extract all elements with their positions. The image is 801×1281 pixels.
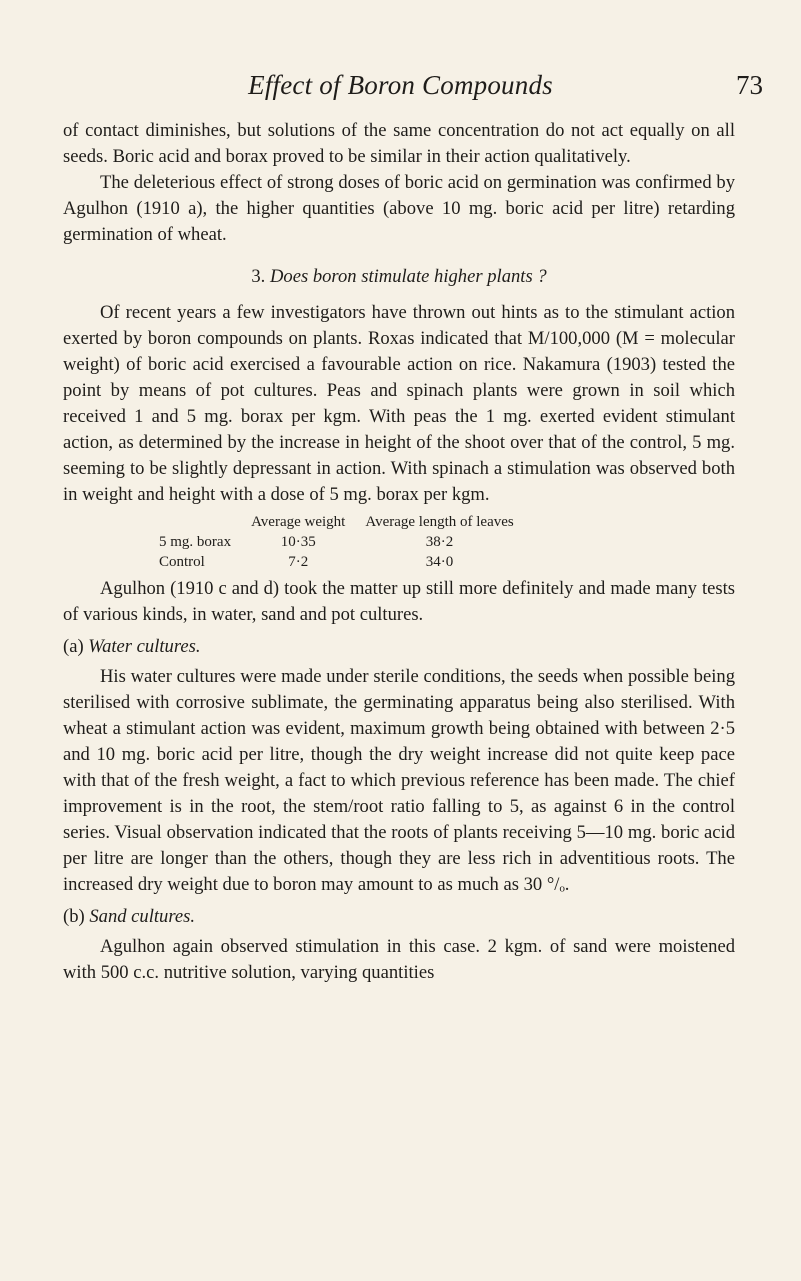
- paragraph: The deleterious effect of strong doses of boric acid on germination was confirmed by Agulhon (1910 a), the higher quantities (above 10 mg. boric acid per litre) retarding germination of wheat.: [63, 172, 735, 245]
- table-row: [159, 552, 534, 572]
- subsection-title: Sand cultures.: [89, 906, 196, 927]
- section-number: 3.: [251, 266, 266, 287]
- paragraph: Agulhon (1910 c and d) took the matter up still more definitely and made many tests of various kinds, in water, sand and pot cultures.: [63, 578, 735, 625]
- table-cell: 38·2: [425, 534, 454, 550]
- subsection-label: (a): [63, 636, 84, 657]
- table-header-row: [159, 512, 534, 532]
- paragraph: Of recent years a few investigators have thrown out hints as to the stimulant action exerted by boron compounds on plants. Roxas indicated that M/100,000 (M = molecular weight) of boric acid exercised a favourable action on rice. Nakamura (1903) tested the point by means of pot cultures. Peas and spinach plants were grown in soil which received 1 and 5 mg. borax per kgm. With peas the 1 mg. exerted evident stimulant action, as determined by the increase in height of the shoot over that of the control, 5 mg. seeming to be slightly depressant in action. With spinach a stimulation was observed both in weight and height with a dose of 5 mg. borax per kgm.: [63, 302, 735, 505]
- subsection-label: (b): [63, 906, 85, 927]
- results-table: [159, 512, 534, 572]
- page-number: 73: [736, 70, 763, 100]
- table-cell: 7·2: [288, 554, 309, 570]
- running-title: Effect of Boron Compounds: [248, 70, 553, 100]
- table-row: [159, 532, 534, 552]
- subsection-title: Water cultures.: [88, 636, 201, 657]
- table-cell: 34·0: [425, 554, 454, 570]
- table-header-cell: [159, 512, 251, 532]
- page-header: [0, 70, 801, 104]
- table-cell: 5 mg. borax: [159, 534, 232, 550]
- paragraph: of contact diminishes, but solutions of the same concentration do not act equally on all seeds. Boric acid and borax proved to be similar in their action qualitatively.: [63, 120, 735, 167]
- table-header-cell: Average length of leaves: [365, 514, 514, 530]
- section-heading: [63, 264, 735, 290]
- table-cell: Control: [159, 554, 205, 570]
- section-title: Does boron stimulate higher plants ?: [269, 266, 547, 287]
- subsection-heading: [63, 634, 735, 660]
- table-cell: 10·35: [280, 534, 316, 550]
- paragraph: His water cultures were made under sterile conditions, the seeds when possible being sterilised with corrosive sublimate, the germinating apparatus being also sterilised. With wheat a stimulant action was evident, maximum growth being obtained with between 2·5 and 10 mg. boric acid per litre, though the dry weight increase did not quite keep pace with that of the fresh weight, a fact to which previous reference has been made. The chief improvement is in the root, the stem/root ratio falling to 5, as against 6 in the control series. Visual observation indicated that the roots of plants receiving 5—10 mg. boric acid per litre are longer than the others, though they are less rich in adventitious roots. The increased dry weight due to boron may amount to as much as 30 °/ₒ.: [63, 666, 735, 895]
- subsection-heading: [63, 904, 735, 930]
- table-header-cell: Average weight: [251, 514, 346, 530]
- paragraph: Agulhon again observed stimulation in this case. 2 kgm. of sand were moistened with 500 c.c. nutritive solution, varying quantities: [63, 936, 735, 983]
- page-body: [63, 118, 735, 986]
